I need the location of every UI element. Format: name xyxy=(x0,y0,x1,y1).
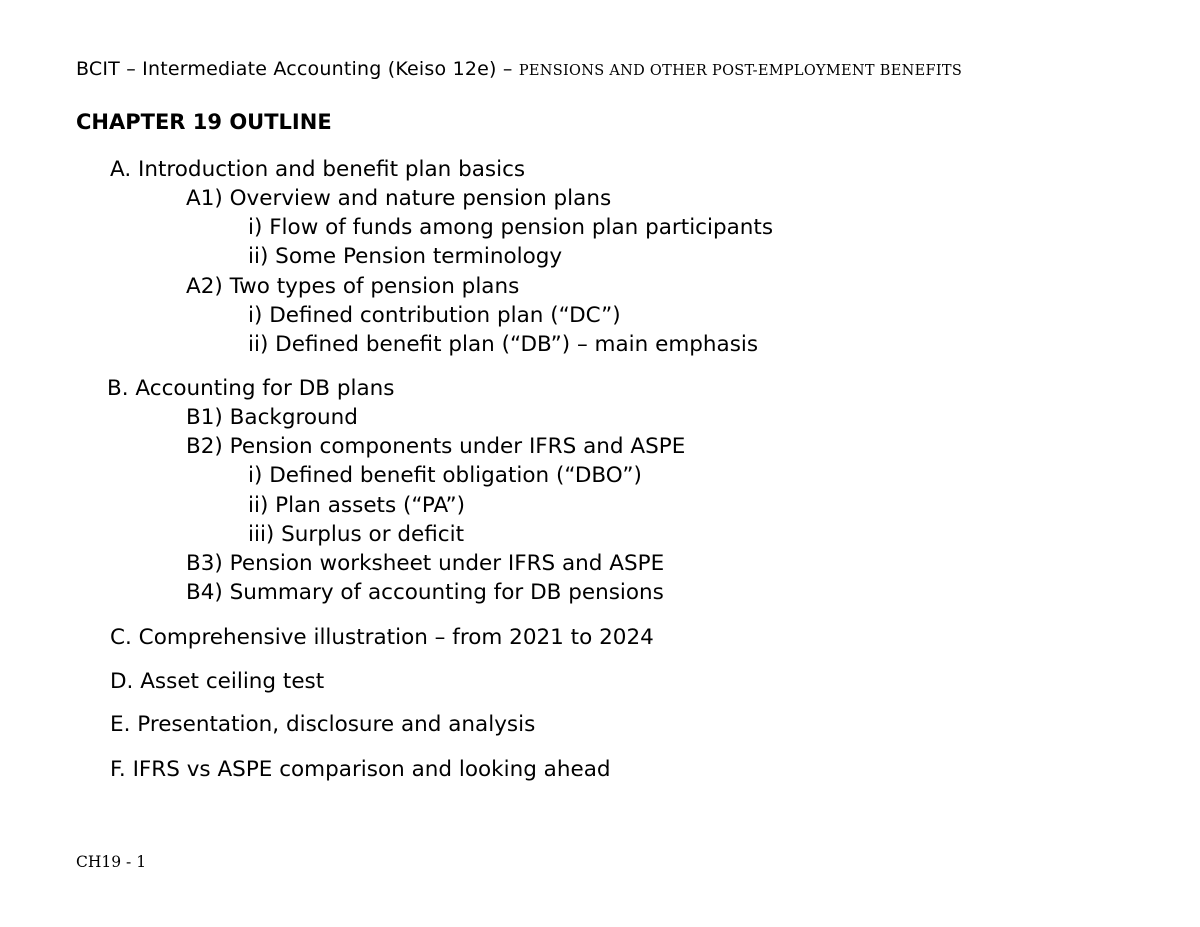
outline-section-d: D. Asset ceiling test xyxy=(110,669,325,694)
outline-item-a2: A2) Two types of pension plans xyxy=(186,274,520,299)
outline-item-b4: B4) Summary of accounting for DB pensions xyxy=(186,580,664,605)
outline-subitem-a1-i: i) Flow of funds among pension plan participants xyxy=(248,215,774,240)
outline-item-b2: B2) Pension components under IFRS and ASPE xyxy=(186,434,686,459)
outline-item-a1: A1) Overview and nature pension plans xyxy=(186,186,612,211)
outline-section-c: C. Comprehensive illustration – from 2021 to 2024 xyxy=(110,625,654,650)
outline-section-a: A. Introduction and benefit plan basics xyxy=(110,157,526,182)
outline-subitem-b2-i: i) Defined benefit obligation (“DBO”) xyxy=(248,463,642,488)
outline-item-b3: B3) Pension worksheet under IFRS and ASPE xyxy=(186,551,665,576)
outline-item-b1: B1) Background xyxy=(186,405,358,430)
course-title: BCIT – Intermediate Accounting (Keiso 12e) – xyxy=(76,58,519,80)
outline-subitem-a1-ii: ii) Some Pension terminology xyxy=(248,244,563,269)
outline-subitem-a2-ii: ii) Defined benefit plan (“DB”) – main emphasis xyxy=(248,332,759,357)
page-footer: CH19 - 1 xyxy=(76,853,147,871)
outline-subitem-b2-ii: ii) Plan assets (“PA”) xyxy=(248,493,466,518)
outline-subitem-a2-i: i) Defined contribution plan (“DC”) xyxy=(248,303,621,328)
outline-subitem-b2-iii: iii) Surplus or deficit xyxy=(248,522,465,547)
page-title: CHAPTER 19 OUTLINE xyxy=(76,110,332,134)
outline-section-b: B. Accounting for DB plans xyxy=(107,376,395,401)
outline-section-f: F. IFRS vs ASPE comparison and looking ahead xyxy=(110,757,611,782)
chapter-topic: PENSIONS AND OTHER POST-EMPLOYMENT BENEFITS xyxy=(518,63,963,79)
outline-section-e: E. Presentation, disclosure and analysis xyxy=(110,712,536,737)
